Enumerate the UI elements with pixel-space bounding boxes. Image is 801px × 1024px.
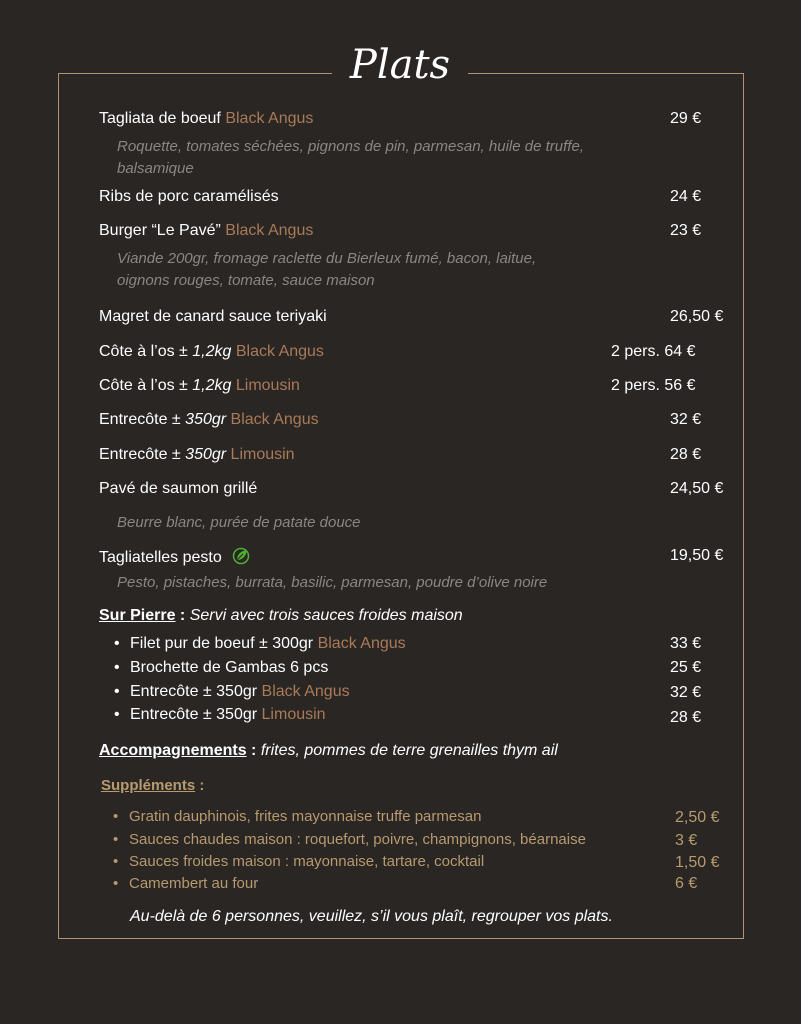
dish-description: balsamique [117, 160, 194, 177]
sur-pierre-heading: Sur Pierre : Servi avec trois sauces froides maison [99, 607, 463, 624]
dish-description: Viande 200gr, fromage raclette du Bierleux fumé, bacon, laitue, [117, 250, 537, 267]
supplement-item: • Sauces froides maison : mayonnaise, tartare, cocktail [129, 853, 484, 870]
dish-price: 32 € [670, 411, 702, 428]
dish-name: Tagliata de boeuf Black Angus [99, 110, 314, 127]
supplement-item: • Camembert au four [129, 875, 258, 892]
supplement-price: 3 € [675, 832, 698, 849]
dish-price: 2 pers. 64 € [611, 343, 696, 360]
list-item: • Entrecôte ± 350gr Limousin [130, 706, 326, 724]
dish-price: 24,50 € [670, 480, 724, 497]
supplement-price: 2,50 € [675, 809, 720, 826]
accompagnements-line: Accompagnements : frites, pommes de terre grenailles thym ail [99, 742, 558, 759]
dish-name: Côte à l’os ± 1,2kg Limousin [99, 377, 300, 394]
dish-price: 24 € [670, 188, 702, 205]
list-item: • Brochette de Gambas 6 pcs [130, 659, 328, 677]
dish-name: Pavé de saumon grillé [99, 480, 258, 497]
supplement-item: • Sauces chaudes maison : roquefort, poivre, champignons, béarnaise [129, 831, 586, 848]
dish-name: Magret de canard sauce teriyaki [99, 308, 327, 325]
dish-name: Côte à l’os ± 1,2kg Black Angus [99, 343, 324, 360]
list-item: • Filet pur de boeuf ± 300gr Black Angus [130, 635, 406, 653]
dish-name: Tagliatelles pesto [99, 547, 250, 570]
dish-price: 19,50 € [670, 547, 724, 564]
supplement-price: 6 € [675, 875, 698, 892]
dish-description: Roquette, tomates séchées, pignons de pin, parmesan, huile de truffe, [117, 138, 584, 155]
supplement-item: • Gratin dauphinois, frites mayonnaise truffe parmesan [129, 808, 481, 825]
dish-price: 2 pers. 56 € [611, 377, 696, 394]
dish-description: oignons rouges, tomate, sauce maison [117, 272, 375, 289]
item-price: 25 € [670, 659, 702, 676]
footer-note: Au-delà de 6 personnes, veuillez, s’il vous plaît, regrouper vos plats. [130, 908, 613, 925]
dish-description: Beurre blanc, purée de patate douce [117, 514, 361, 531]
dish-description: Pesto, pistaches, burrata, basilic, parmesan, poudre d’olive noire [117, 574, 548, 591]
item-price: 28 € [670, 709, 702, 726]
dish-name: Entrecôte ± 350gr Limousin [99, 446, 295, 463]
dish-name: Ribs de porc caramélisés [99, 188, 279, 205]
dish-price: 23 € [670, 222, 702, 239]
dish-name: Burger “Le Pavé” Black Angus [99, 222, 314, 239]
dish-name: Entrecôte ± 350gr Black Angus [99, 411, 319, 428]
vegetarian-leaf-icon [232, 547, 250, 570]
item-price: 33 € [670, 635, 702, 652]
dish-price: 26,50 € [670, 308, 724, 325]
supplements-heading: Suppléments : [101, 777, 205, 794]
item-price: 32 € [670, 684, 702, 701]
page-title: Plats [332, 40, 468, 90]
dish-price: 29 € [670, 110, 702, 127]
list-item: • Entrecôte ± 350gr Black Angus [130, 683, 350, 701]
dish-price: 28 € [670, 446, 702, 463]
supplement-price: 1,50 € [675, 854, 720, 871]
